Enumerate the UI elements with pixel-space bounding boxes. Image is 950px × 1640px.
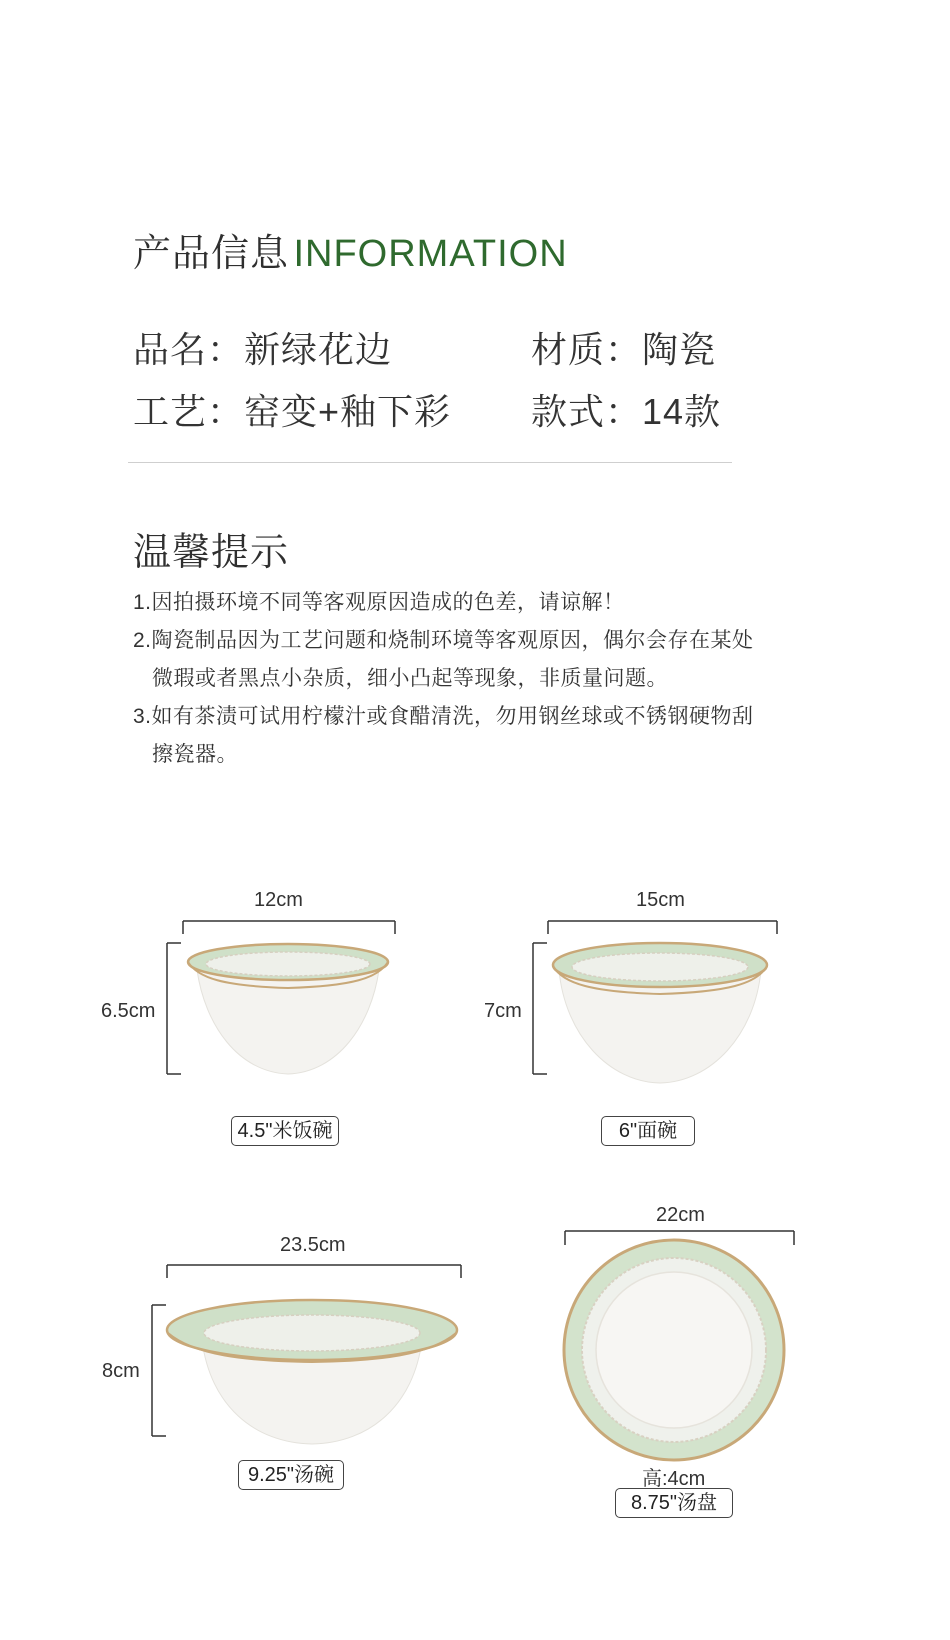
info-title-en: INFORMATION — [293, 233, 568, 275]
tip-line-2a: 2.陶瓷制品因为工艺问题和烧制环境等客观原因，偶尔会存在某处 — [133, 629, 754, 652]
product-craft: 工艺：窑变+釉下彩 — [133, 391, 452, 432]
rice-bowl-width: 12cm — [254, 889, 303, 911]
rice-bowl-label: 4.5"米饭碗 — [231, 1116, 339, 1146]
rice-bowl-height: 6.5cm — [101, 1000, 156, 1022]
soup-bowl-height: 8cm — [102, 1360, 140, 1382]
soup-bowl-width: 23.5cm — [280, 1234, 346, 1256]
noodle-bowl-label: 6"面碗 — [601, 1116, 695, 1146]
soup-plate-image — [561, 1237, 787, 1463]
info-title-cn: 产品信息 — [133, 233, 290, 275]
tips-title: 温馨提示 — [133, 532, 290, 574]
noodle-bowl-height: 7cm — [484, 1000, 522, 1022]
noodle-bowl-width: 15cm — [636, 889, 685, 911]
soup-plate-width: 22cm — [656, 1204, 705, 1226]
soup-plate-height: 高:4cm — [642, 1468, 706, 1490]
product-styles: 款式：14款 — [531, 391, 722, 432]
product-material: 材质：陶瓷 — [531, 329, 717, 370]
tip-line-3a: 3.如有茶渍可试用柠檬汁或食醋清洗，勿用钢丝球或不锈钢硬物刮 — [133, 705, 754, 728]
tip-line-2b: 微瑕或者黑点小杂质，细小凸起等现象，非质量问题。 — [152, 667, 668, 690]
product-name: 品名：新绿花边 — [133, 329, 393, 370]
tip-line-3b: 擦瓷器。 — [152, 743, 238, 766]
soup-plate-label: 8.75"汤盘 — [615, 1488, 733, 1518]
tip-line-1: 1.因拍摄环境不同等客观原因造成的色差，请谅解！ — [133, 591, 625, 614]
soup-bowl-label: 9.25"汤碗 — [238, 1460, 344, 1490]
